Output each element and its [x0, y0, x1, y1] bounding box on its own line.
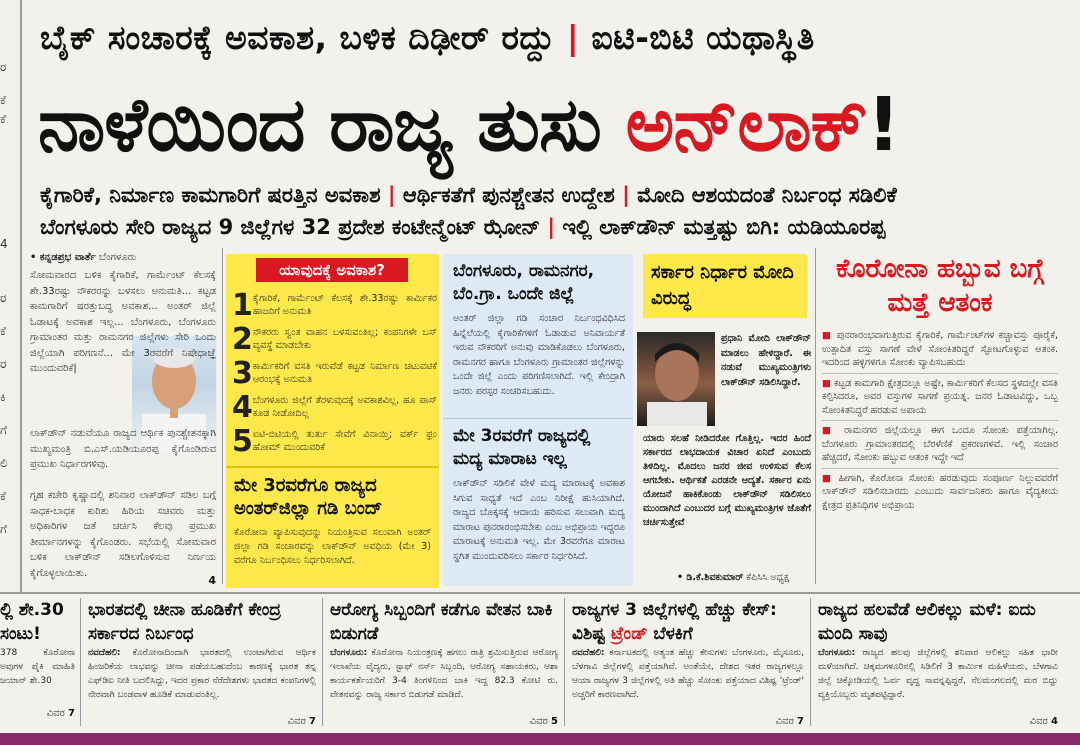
worry-story [820, 250, 1060, 586]
ref-label: ವಿವರ [46, 708, 65, 719]
item-number: 4 [232, 389, 253, 425]
bottom-story-2 [88, 598, 316, 728]
kicker-headline [40, 18, 1060, 58]
ref-label: ವಿವರ [529, 716, 548, 727]
margin-char: ಕಿ [0, 390, 6, 404]
item-text: ನೌಕರರು ಸ್ವಂತ ವಾಹನ ಬಳಸುವಂತಿಲ್ಲ; ಕಂಪನಿಗಳೇ ಬಸ್ ವ್ಯವಸ್ಥೆ ಮಾಡಬೇಕು [252, 327, 437, 351]
bottom-place: ನವದೆಹಲಿ: [572, 648, 605, 658]
bottom-text [572, 646, 804, 716]
bullet-icon: ■ [822, 472, 839, 484]
kicker-right: ಐಟಿ-ಬಿಟಿ ಯಥಾಸ್ಥಿತಿ [591, 18, 815, 57]
ref-page: 5 [551, 716, 558, 727]
ref-label: ವಿವರ [1029, 716, 1048, 727]
ref-page: 4 [1051, 716, 1058, 727]
border-story-text: ಕೊರೋನಾ ವ್ಯಾಪಿಸುವುದನ್ನು ನಿಯಂತ್ರಿಸುವ ಸಲುವಾಗಿ ಅಂತರ್ ಜಿಲ್ಲಾ ಗಡಿ ಸಂಚಾರವನ್ನು ಲಾಕ್‌ಡೌನ್ ಅವಧಿಯ (ಮೇ 3) ವರೆಗೂ ನಿರ್ಬಂಧಿಸಲು ನಿರ್ಧರಿಸಲಾಗಿದೆ. [234, 527, 431, 566]
deck-line-2 [40, 215, 1070, 240]
opposition-title-box [643, 254, 807, 318]
margin-char: ಕೆ [0, 93, 6, 107]
bottom-place: ನವದೆಹಲಿ: [88, 648, 121, 658]
main-headline-exclaim: ! [866, 82, 900, 168]
list-item [822, 326, 1058, 374]
margin-char: ಲಿ [0, 456, 8, 470]
worry-point: ಪುನರಾರಂಭವಾಗುತ್ತಿರುವ ಕೈಗಾರಿಕೆ, ಗಾರ್ಮೆಂಟ್‌ಗಳ ಕಚ್ಚಾವಸ್ತು ಪೂರೈಕೆ, ಉತ್ಪಾದಿತ ವಸ್ತು ಸಾಗಣೆ ವೇಳೆ ಸೋಂಕಿತರಿದ್ದರೆ ಸ್ಫೋಟಗೊಳ್ಳುವ ಆತಂಕ. ಇದರಿಂದ ಹಳ್ಳಿಗಳಿಗೂ ಸೋಂಕು ವ್ಯಾಪಿಸಬಹುದು [822, 330, 1058, 368]
ref-page: 7 [797, 716, 804, 727]
margin-char: ಗೆ [0, 423, 7, 437]
ref-label: ವಿವರ [775, 716, 794, 727]
lead-para-3: ಗೃಹ ಕಚೇರಿ ಕೃಷ್ಣಾದಲ್ಲಿ ಶನಿವಾರ ಲಾಕ್‌ಡೌನ್ ಸಡಿಲ ಬಗ್ಗೆ ಸಾಧಕ-ಬಾಧಕ ಕುರಿತು ಹಿರಿಯ ಸಚಿವರು ಮತ್ತು ಅಧಿಕಾರಿಗಳ ಜತೆ ಚರ್ಚಿಸಿ ಕೆಲವು ಪ್ರಮುಖ ತೀರ್ಮಾನಗಳನ್ನು ಕೈಗೊಂಡರು. ಸಭೆಯಲ್ಲಿ ಸೋಮವಾರ ಬಳಿಕ ಲಾಕ್‌ಡೌನ್ ಸಡಿಲಗೊಳಿಸುವ ನಿರ್ಣಯ ಕೈಗೊಳ್ಳಲಾಯಿತು. [30, 490, 216, 579]
worry-point: ಕಟ್ಟಡ ಕಾಮಗಾರಿ ಕ್ಷೇತ್ರದಲ್ಲೂ ಅಷ್ಟೇ, ಕಾರ್ಮಿಕರಿಗೆ ಕೆಲಸದ ಸ್ಥಳದಲ್ಲೇ ವಸತಿ ಕಲ್ಪಿಸಿದರೂ, ಅವರ ವಸ್ತುಗಳ ಸಾಗಣೆ ಪ್ರಯತ್ನ. ಜನರ ಓಡಾಟವಿದ್ದು, ಒಬ್ಬ ಸೋಂಕಿತನಿದ್ದರೆ ಹರಡುವ ಅಪಾಯ [822, 377, 1058, 416]
worry-list [820, 326, 1060, 515]
margin-char: ರ [0, 357, 7, 371]
border-story-title: ಮೇ 3ರವರೆಗೂ ರಾಜ್ಯದ ಅಂತರ್‌ಜಿಲ್ಲಾ ಗಡಿ ಬಂದ್ [234, 475, 383, 519]
list-item [232, 356, 437, 390]
bottom-body: ಕರ್ನಾಟಕದಲ್ಲಿ ಅತ್ಯಂತ ಹೆಚ್ಚು ಕೇಸುಗಳು ಬೆಂಗಳೂರು, ಮೈಸೂರು, ಬೆಳಗಾವಿ ಜಿಲ್ಲೆಗಳಲ್ಲಿ ಪತ್ತೆಯಾಗಿವೆ. ಅಂತೆಯೇ, ದೇಶದ ಇತರ ರಾಜ್ಯಗಳಲ್ಲೂ ಆಯಾ ರಾಜ್ಯಗಳ 3 ಜಿಲ್ಲೆಗಳಲ್ಲಿ ಅತಿ ಹೆಚ್ಚು ಸೋಂಕು ಪತ್ತೆಯಾದ ವಿಶಿಷ್ಟ 'ಟ್ರೆಂಡ್' ಅಚ್ಚರಿಗೆ ಕಾರಣವಾಗಿದೆ. [572, 648, 804, 700]
bottom-title: ಭಾರತದಲ್ಲಿ ಚೀನಾ ಹೂಡಿಕೆಗೆ ಕೇಂದ್ರ ಸರ್ಕಾರದ ನಿರ್ಬಂಧ [88, 600, 282, 644]
deck-item: ಮೋದಿ ಆಶಯದಂತೆ ನಿರ್ಬಂಧ ಸಡಿಲಿಕೆ [637, 183, 897, 207]
margin-char: 4 [0, 237, 8, 251]
bullet-icon: ■ [822, 330, 837, 341]
bottom-text: 378 ಕೊರೋನಾ ಅವುಗಳ ಪೈಕಿ ಮಾಹಿತಿ ಜಯಾನ್ ಶೇ.30 [0, 648, 75, 686]
bottom-place: ಬೆಂಗಳೂರು: [818, 648, 856, 658]
bottom-ref[interactable] [88, 716, 316, 727]
item-text: ಕೈಗಾರಿಕೆ, ಗಾರ್ಮೆಂಟ್ ಕೆಲಸಕ್ಕೆ ಶೇ.33ರಷ್ಟು ಕಾರ್ಮಿಕರ ಹಾಜರಿಗೆ ಅನುಮತಿ [252, 293, 437, 317]
item-number: 5 [232, 423, 253, 459]
margin-char: ರ [0, 291, 7, 305]
liquor-title: ಮೇ 3ರವರೆಗೆ ರಾಜ್ಯದಲ್ಲಿ ಮದ್ಯ ಮಾರಾಟ ಇಲ್ಲ [453, 426, 591, 469]
margin-char: ಕೆ [0, 112, 6, 126]
margin-char: ಕೆ [0, 489, 6, 503]
dateline-place: ಬೆಂಗಳೂರು [95, 252, 137, 263]
bottom-text [818, 646, 1058, 716]
dk-shivakumar-photo [637, 332, 715, 426]
byline-role: ಕೆಪಿಸಿಸಿ ಅಧ್ಯಕ್ಷ [743, 572, 790, 583]
bottom-ref[interactable] [330, 716, 558, 727]
bottom-title: ರಾಜ್ಯದ ಹಲವೆಡೆ ಆಲಿಕಲ್ಲು ಮಳೆ: ಐದು ಮಂದಿ ಸಾವು [818, 600, 1036, 644]
allowed-list [232, 288, 437, 458]
ref-label: ವಿವರ [287, 716, 306, 727]
main-headline [38, 80, 1068, 170]
district-title: ಬೆಂಗಳೂರು, ರಾಮನಗರ, ಬೆಂ.ಗ್ರಾ. ಒಂದೇ ಜಿಲ್ಲೆ [453, 261, 595, 304]
district-box [443, 254, 633, 586]
main-headline-black: ನಾಳೆಯಿಂದ ರಾಜ್ಯ ತುಸು [38, 82, 601, 168]
title-part: ರಾಜ್ಯಗಳ 3 ಜಿಲ್ಲೆಗಳಲ್ಲಿ ಹೆಚ್ಚು ಕೇಸ್: ವಿಶಿಷ್ಟ [572, 600, 777, 644]
allowed-box [226, 254, 439, 586]
page-bottom-bar [0, 733, 1080, 745]
bottom-title: ಆರೋಗ್ಯ ಸಿಬ್ಬಂದಿಗೆ ಕಡೆಗೂ ವೇತನ ಬಾಕಿ ಬಿಡುಗಡೆ [330, 600, 553, 644]
column-rule [815, 248, 816, 584]
ref-page: 7 [309, 716, 316, 727]
bottom-title: ಲ್ಲಿ ಶೇ.30 ಸಂಟು! [0, 600, 64, 644]
dateline-source: • ಕನ್ನಡಪ್ರಭ ವಾರ್ತೆ [30, 252, 96, 263]
deck-separator: | [622, 183, 630, 207]
title-part: ಬೆಳಕಿಗೆ [647, 624, 693, 644]
item-text: ಐಟಿ-ಬಿಟಿಯಲ್ಲಿ ತುರ್ತು ಸೇವೆಗೆ ವಿನಾಯ್ತಿ; ವರ್ಕ್ ಫ್ರಂ ಹೋಮ್ ಮುಂದುವರಿಕೆ [252, 429, 437, 453]
byline-name: • ಡಿ.ಕೆ.ಶಿವಕುಮಾರ್ [677, 572, 744, 583]
opposition-text: ಯಾರು ಸಲಹೆ ನೀಡಿದರೋ ಗೊತ್ತಿಲ್ಲ. ಇದರ ಹಿಂದೆ ಸರ್ಕಾರದ ಲಾಭದಾಯಕ ವಿಚಾರ ಏನಿದೆ ಎಂಬುದು ತಿಳಿದಿಲ್ಲ. ಮೊದಲು ಜನರ ಜೀವ ಉಳಿಸುವ ಕೆಲಸ ಆಗಬೇಕು. ಆರ್ಥಿಕತೆ ಎರಡನೇ ಆದ್ಯತೆ. ಸರ್ಕಾರ ಏನು ಯೋಜನೆ ಹಾಕಿಕೊಂಡು ಲಾಕ್‌ಡೌನ್ ಸಡಿಲಿಸಲು ಮುಂದಾಗಿದೆ ಎಂಬುದರ ಬಗ್ಗೆ ಮುಖ್ಯಮಂತ್ರಿಗಳ ಜೊತೆಗೆ ಚರ್ಚಿಸುತ್ತೇವೆ [643, 433, 811, 528]
bullet-icon: ■ [822, 377, 835, 389]
lead-para-2: ಲಾಕ್‌ಡೌನ್ ನಡುವೆಯೂ ರಾಜ್ಯದ ಆರ್ಥಿಕ ಪುನಶ್ಚೇತನಕ್ಕಾಗಿ ಮುಖ್ಯಮಂತ್ರಿ ಬಿ.ಎಸ್.ಯಡಿಯೂರಪ್ಪ ಕೈಗೊಂಡಿರುವ ಪ್ರಮುಖ ನಿರ್ಧಾರಗಳಿವು. [30, 428, 216, 470]
allowed-box-title: ಯಾವುದಕ್ಕೆ ಅವಕಾಶ? [256, 258, 408, 282]
bottom-story-5 [818, 598, 1058, 728]
deck-separator: | [387, 183, 396, 207]
deck-line-1 [40, 183, 1070, 208]
deck-item: ಆರ್ಥಿಕತೆಗೆ ಪುನಶ್ಚೇತನ ಉದ್ದೇಶ [402, 183, 615, 207]
bottom-place: ಬೆಂಗಳೂರು: [330, 648, 368, 658]
bottom-ref[interactable] [0, 708, 75, 719]
dateline [30, 250, 216, 266]
bottom-body: ಕೊರೋನಾದಿಂದಾಗಿ ಭಾರತದಲ್ಲಿ ಉಂಟಾಗಿರುವ ಆರ್ಥಿಕ ಹಿಂಜರಿಕೆಯ ಲಾಭವನ್ನು ಚೀನಾ ಪಡೆಯಬಹುದೆಂಬ ಕಾರಣಕ್ಕೆ ಭಾರತ ತನ್ನ ಎಫ್‌ಡಿಐ ನೀತಿ ಬದಲಿಸಿದ್ದು, ಇದರ ಪ್ರಕಾರ ನೆರೆದೇಶಗಳು ಭಾರತದ ಕಂಪನಿಗಳಲ್ಲಿ ನೇರವಾಗಿ ಬಂಡವಾಳ ಹೂಡಿಕೆ ಮಾಡುವಂತಿಲ್ಲ. [88, 648, 316, 700]
list-item [232, 390, 437, 424]
list-item [232, 424, 437, 458]
bottom-body: ಕೊರೋನಾ ನಿಯಂತ್ರಣಕ್ಕೆ ಹಗಲು ರಾತ್ರಿ ಶ್ರಮಿಸುತ್ತಿರುವ ಆರೋಗ್ಯ ಇಲಾಖೆಯ ವೈದ್ಯರು, ಸ್ಟಾಫ್ ನರ್ಸ್ ಸಿಬ್ಬಂದಿ, ಆರೋಗ್ಯ ಸಹಾಯಕರು, ಆಶಾ ಕಾರ್ಯಕರ್ತೆಯರಿಗೆ 3-4 ತಿಂಗಳಿನಿಂದ ಬಾಕಿ ಇದ್ದ 82.3 ಕೋಟಿ ರು. ವೇತನವನ್ನು ರಾಜ್ಯ ಸರ್ಕಾರ ಬಿಡುಗಡೆ ಮಾಡಿದೆ. [330, 648, 558, 700]
left-margin-fragment [0, 60, 14, 537]
bottom-text [330, 646, 558, 716]
kicker-separator: | [566, 18, 580, 57]
title-highlight: ಟ್ರೆಂಡ್ [610, 624, 648, 644]
bullet-icon: ■ [822, 425, 845, 436]
column-rule [564, 598, 565, 726]
column-rule [810, 598, 811, 726]
bottom-body: ರಾಜ್ಯದ ಹಲವು ಜಿಲ್ಲೆಗಳಲ್ಲಿ ಶನಿವಾರ ಆಲಿಕಲ್ಲು ಸಹಿತ ಭಾರೀ ಮಳೆಯಾಗಿದೆ. ಚಿಕ್ಕಮಗಳೂರಿನಲ್ಲಿ ಸಿಡಿಲಿಗೆ 3 ಕಾರ್ಮಿಕ ಮಹಿಳೆಯರು, ಬೆಳಗಾವಿ ಜಿಲ್ಲೆ ಚಿಕ್ಕೋಡಿಯಲ್ಲಿ ಓರ್ವ ವೃದ್ಧ ಸಾವನ್ನಪ್ಪಿದ್ದರೆ, ನೆಲಮಂಗಲದಲ್ಲಿ ಮರ ಬಿದ್ದು ವ್ಯಕ್ತಿಯೊಬ್ಬರು ಮೃತಪಟ್ಟಿದ್ದಾರೆ. [818, 648, 1058, 700]
deck-separator: | [547, 215, 556, 239]
opposition-title: ಸರ್ಕಾರ ನಿರ್ಧಾರ ಮೋದಿ ವಿರುದ್ಧ [651, 262, 794, 309]
bottom-rule [0, 592, 1080, 594]
worry-point: ಹೀಗಾಗಿ, ಕೊರೋನಾ ಸೋಂಕು ಹರಡುವುದು ಸಂಪೂರ್ಣ ನಿಲ್ಲುವವರೆಗೆ ಲಾಕ್‌ಡೌನ್ ಸಡಿಲಿಸಬಾರದು ಎಂಬುದು ಸಾರ್ವಜನಿಕರು ಹಾಗೂ ವೈದ್ಯಕೀಯ ಕ್ಷೇತ್ರದ ಪ್ರತಿನಿಧಿಗಳ ಅಭಿಪ್ರಾಯ [822, 472, 1059, 511]
item-number: 3 [232, 355, 253, 391]
bottom-story-4 [572, 598, 804, 728]
bottom-text [88, 646, 316, 716]
deck-item: ಇಲ್ಲಿ ಲಾಕ್‌ಡೌನ್ ಮತ್ತಷ್ಟು ಬಿಗಿ: ಯಡಿಯೂರಪ್ಪ [562, 215, 886, 239]
main-headline-red: ಅನ್‌ಲಾಕ್ [625, 82, 867, 168]
margin-char: ಗೆ [0, 522, 7, 536]
district-text: ಅಂತರ್ ಜಿಲ್ಲಾ ಗಡಿ ಸಂಚಾರ ನಿರ್ಬಂಧವಿಧಿಸಿದ ಹಿನ್ನೆಲೆಯಲ್ಲಿ ಕೈಗಾರಿಕೆಗಳಿಗೆ ಓಡಾಡುವ ಅನಿವಾರ್ಯತೆ ಇರುವ ನೌಕರರಿಗೆ ಅನುವು ಮಾಡಿಕೊಡಲು ಬೆಂಗಳೂರು, ರಾಮನಗರ ಹಾಗೂ ಬೆಂಗಳೂರು ಗ್ರಾಮಾಂತರ ಜಿಲ್ಲೆಗಳನ್ನು ಒಂದೇ ಜಿಲ್ಲೆ ಎಂದು ಪರಿಗಣಿಸಲಾಗಿದೆ. ಇಲ್ಲಿ ಕೇಂದ್ರಾಗಿ ಜನರು ಪರಸ್ಪರ ಸಂಚರಿಸಬಹುದು. [453, 313, 625, 397]
kicker-left: ಬೈಕ್ ಸಂಚಾರಕ್ಕೆ ಅವಕಾಶ, ಬಳಿಕ ದಿಢೀರ್ ರದ್ದು [40, 18, 555, 57]
list-item [822, 374, 1058, 422]
item-text: ಕಾರ್ಮಿಕರಿಗೆ ವಸತಿ ಇರುವೆಡೆ ಕಟ್ಟಡ ನಿರ್ಮಾಣ ಚಟುವಟಿಕೆ ಆರಂಭಕ್ಕೆ ಅನುಮತಿ [252, 361, 437, 385]
liquor-story [443, 418, 633, 587]
bottom-story-1 [0, 598, 75, 728]
bottom-ref[interactable] [572, 716, 804, 727]
margin-char: ರ [0, 60, 7, 74]
item-number: 1 [232, 287, 253, 323]
border-story [226, 466, 439, 588]
column-rule [222, 248, 223, 584]
bottom-ref[interactable] [818, 716, 1058, 727]
liquor-text: ಲಾಕ್‌ಡೌನ್ ಸಡಿಲಿಕೆ ವೇಳೆ ಮದ್ಯ ಮಾರಾಟಕ್ಕೆ ಅವಕಾಶ ಸಿಗುವ ಸಾಧ್ಯತೆ ಇದೆ ಎಂಬ ನಿರೀಕ್ಷೆ ಹುಸಿಯಾಗಿದೆ. ರಾಜ್ಯದ ಬೊಕ್ಕಸಕ್ಕೆ ಆದಾಯ ಹರಿಸುವ ಸಲುವಾಗಿ ಮದ್ಯ ಮಾರಾಟ ಪುನರಾರಂಭಿಸಬೇಕು ಎಂಬ ಅಭಿಪ್ರಾಯ ಇದ್ದರೂ ಮಾರಾಟಕ್ಕೆ ಅನುಮತಿ ಇಲ್ಲ. ಮೇ 3ರವರೆಗೂ ಮಾರಾಟ ಸ್ಥಗಿತ ಮುಂದುವರಿಸಲು ಸರ್ಕಾರ ನಿರ್ಧರಿಸಿದೆ. [453, 478, 625, 562]
photo-wrap-mask [130, 334, 218, 454]
left-margin-rule [20, 0, 22, 592]
item-text: ಬೆಂಗಳೂರು ಜಿಲ್ಲೆಗೆ ತೆರಳುವುದಕ್ಕೆ ಅವಕಾಶವಿಲ್ಲ, ಹೂ ಪಾಸ್ ಕೂಡ ನೀಡೋದಿಲ್ಲ [252, 395, 437, 419]
bottom-title [572, 598, 804, 646]
portrait-illustration [637, 332, 715, 426]
list-item [232, 322, 437, 356]
margin-char: ಕೆ [0, 324, 6, 338]
bottom-story-3 [330, 598, 558, 728]
ref-page: 7 [68, 708, 75, 719]
lead-para-1: ಸೋಮವಾರದ ಬಳಿಕ ಕೈಗಾರಿಕೆ, ಗಾರ್ಮೆಂಟ್ ಕೆಲಸಕ್ಕೆ ಶೇ.33ರಷ್ಟು ನೌಕರರನ್ನು ಬಳಸಲು ಅನುಮತಿ... ಕಟ್ಟಡ ಕಾಮಗಾರಿಗೆ ಷರತ್ತುಬದ್ಧ ಅವಕಾಶ... ಅಂತರ್ ಜಿಲ್ಲೆ ಓಡಾಟಕ್ಕೆ ಅವಕಾಶ ಇಲ್ಲ... ಬೆಂಗಳೂರು, ಬೆಂಗಳೂರು ಗ್ರಾಮಾಂತರ ಮತ್ತು ರಾಮನಗರ ಜಿಲ್ಲೆಗಳು ಸೇರಿ ಒಂದು ಜಿಲ್ಲೆಯಾಗಿ ಪರಿಗಣನೆ... ಮೇ 3ರವರೆಗೆ ನಿಷೇಧಾಜ್ಞೆ ಮುಂದುವರಿಕೆ| [30, 270, 216, 374]
item-number: 2 [232, 321, 253, 357]
deck-item: ಬೆಂಗಳೂರು ಸೇರಿ ರಾಜ್ಯದ 9 ಜಿಲ್ಲೆಗಳ 32 ಪ್ರದೇಶ ಕಂಟೇನ್ಮೆಂಟ್ ಝೋನ್ [40, 215, 541, 239]
page-ref[interactable]: 4 [208, 574, 216, 587]
worry-point: ರಾಮನಗರ ಜಿಲ್ಲೆಯಲ್ಲೂ ಈಗ ಒಂದೂ ಸೋಂಕು ಪತ್ತೆಯಾಗಿಲ್ಲ. ಬೆಂಗಳೂರು ಗ್ರಾಮಾಂತರದಲ್ಲಿ ಬೆರಳೆಣಿಕೆ ಪ್ರಕರಣಗಳಿವೆ. ಇಲ್ಲಿ ಸಂಚಾರ ಹೆಚ್ಚಿದರೆ, ಸೋಂಕು ಹಬ್ಬುವ ಆತಂಕ ಇದ್ದೇ ಇದೆ [822, 425, 1058, 463]
deck-item: ಕೈಗಾರಿಕೆ, ನಿರ್ಮಾಣ ಕಾಮಗಾರಿಗೆ ಷರತ್ತಿನ ಅವಕಾಶ [40, 183, 381, 207]
list-item [822, 469, 1058, 516]
column-rule [80, 598, 81, 726]
opposition-story [637, 254, 812, 586]
list-item [232, 288, 437, 322]
column-rule [322, 598, 323, 726]
opposition-byline [677, 570, 812, 586]
worry-title: ಕೊರೋನಾ ಹಬ್ಬುವ ಬಗ್ಗೆ ಮತ್ತೆ ಆತಂಕ [836, 254, 1044, 318]
opposition-caption: ಪ್ರಧಾನಿ ಮೋದಿ ಲಾಕ್‌ಡೌನ್ ಮಾಡಲು ಹೇಳಿದ್ದಾರೆ. ಈ ನಡುವೆ ಮುಖ್ಯಮಂತ್ರಿಗಳು ಲಾಕ್‌ಡೌನ್ ಸಡಿಲಿಸಿದ್ದಾರೆ. [721, 333, 811, 388]
list-item [822, 421, 1058, 469]
